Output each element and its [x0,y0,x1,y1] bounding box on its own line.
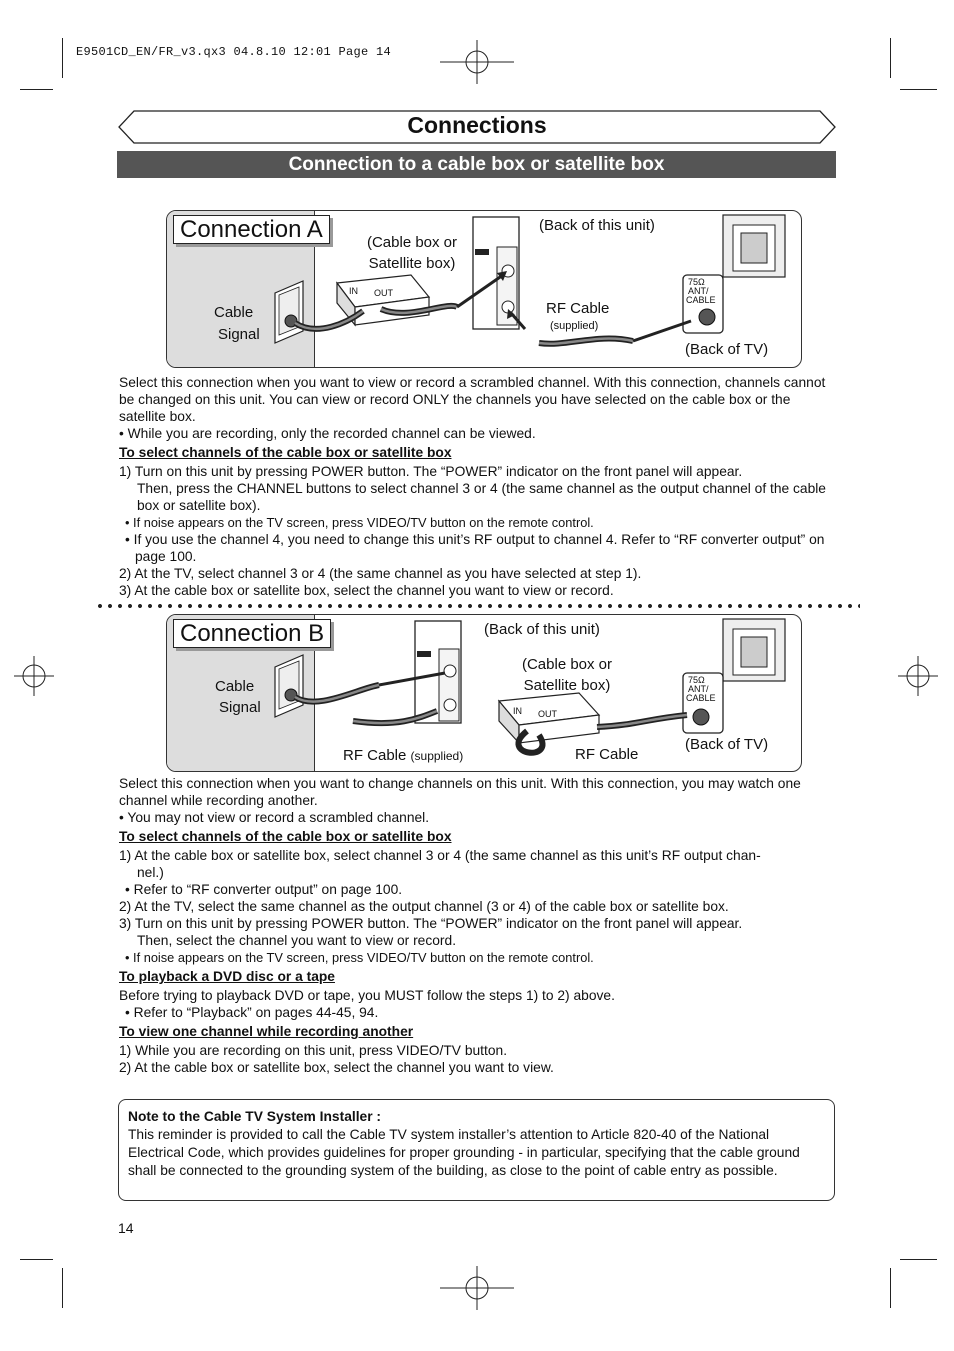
registration-mark-left [14,656,54,696]
registration-mark-right [898,656,938,696]
crop-mark [62,1268,63,1308]
crop-mark [20,1259,53,1260]
ant-label: ANT/ [688,286,709,296]
step: 1) Turn on this unit by pressing POWER button. The “POWER” indicator on the front panel will appear. [119,464,743,479]
bullet: • You may not view or record a scrambled channel. [119,810,430,825]
signal-label: Signal [218,326,260,343]
subheading: To select channels of the cable box or satellite box [119,829,452,844]
connection-a-label: Connection A [173,215,330,244]
rf-cable-label: RF Cable [546,300,610,317]
rf-cable-supplied-label [343,746,463,766]
step: 2) At the TV, select channel 3 or 4 (the same channel as you have selected at step 1). [119,566,642,581]
bullet: • If you use the channel 4, you need to change this unit’s RF output to channel 4. Refer to “RF converter output” on page 100. [125,532,825,564]
crop-mark [890,38,891,78]
bullet: • If noise appears on the TV screen, press VIDEO/TV button on the remote control. [125,950,594,965]
subheading: To select channels of the cable box or satellite box [119,445,452,460]
signal-label: Signal [219,699,261,716]
cable-box-label-2: Satellite box) [523,677,611,694]
subheading: To view one channel while recording another [119,1024,414,1039]
cable-box-label: (Cable box or [366,234,458,251]
in-label: IN [349,286,358,296]
paragraph: Before trying to playback DVD or tape, you MUST follow the steps 1) to 2) above. [119,988,615,1003]
step-continued: Then, press the CHANNEL buttons to select channel 3 or 4 (the same channel as the output channel of the cable box or satellite box). [137,481,826,513]
connection-a-diagram [166,210,802,368]
ant-label: ANT/ [688,684,709,694]
paragraph: Select this connection when you want to view or record a scrambled channel. With this connection, channels cannot be changed on this unit. You can view or record ONLY the channels you have selected on the cable box or the satellite box. [119,375,826,424]
bullet: • Refer to “Playback” on pages 44-45, 94. [125,1005,379,1020]
paragraph: Select this connection when you want to change channels on this unit. With this connection, you may watch one channel while recording another. [119,776,801,808]
step: 2) At the TV, select the same channel as the output channel (3 or 4) of the cable box or satellite box. [119,899,729,914]
crop-mark [900,1259,937,1260]
cable-box-label: (Cable box or [521,656,613,673]
step: 1) While you are recording on this unit, press VIDEO/TV button. [119,1043,508,1058]
supplied-label: (supplied) [550,320,599,332]
bullet: • While you are recording, only the recorded channel can be viewed. [119,426,536,441]
section-subtitle: Connection to a cable box or satellite box [117,151,836,178]
print-slug: E9501CD_EN/FR_v3.qx3 04.8.10 12:01 Page 14 [76,45,392,59]
connection-b-label: Connection B [173,619,331,648]
ant-ohm-label: 75Ω [688,277,705,287]
connection-b-diagram [166,614,802,772]
page-title: Connections [407,112,547,138]
step: 3) At the cable box or satellite box, select the channel you want to view or record. [119,583,614,598]
section-banner [118,110,836,144]
crop-mark [890,1268,891,1308]
ant-cable-label: CABLE [686,295,716,305]
out-label: OUT [538,709,557,719]
back-unit-label: (Back of this unit) [484,621,600,638]
back-unit-label: (Back of this unit) [539,217,655,234]
step-continued: nel.) [137,865,164,880]
rf-cable-text: RF Cable [343,747,407,764]
supplied-text: (supplied) [410,749,464,763]
step: 2) At the cable box or satellite box, select the channel you want to view. [119,1060,554,1075]
crop-mark [20,89,53,90]
cable-box-label-2: Satellite box) [368,255,456,272]
registration-mark-bottom [440,1266,514,1310]
out-label: OUT [374,288,393,298]
rf-cable-label: RF Cable [575,746,639,763]
bullet: • Refer to “RF converter output” on page 100. [125,882,403,897]
dotted-divider [95,603,860,609]
crop-mark [62,38,63,78]
crop-mark [900,89,937,90]
installer-note [118,1099,835,1201]
ant-ohm-label: 75Ω [688,675,705,685]
step-continued: Then, select the channel you want to view or record. [137,933,457,948]
registration-mark-top [440,40,514,84]
back-tv-label: (Back of TV) [685,736,769,753]
cable-label: Cable [215,678,255,695]
note-body: This reminder is provided to call the Cable TV system installer’s attention to Article 820-40 of the National Electrical Code, which provides guidelines for proper grounding - in particular, specifying that the cable ground shall be connected to the grounding system of the building, as close to the point of cable entry as possible. [128,1127,800,1178]
ant-cable-label: CABLE [686,693,716,703]
in-label: IN [513,706,522,716]
step: 3) Turn on this unit by pressing POWER button. The “POWER” indicator on the front panel will appear. [119,916,743,931]
back-tv-label: (Back of TV) [685,341,769,358]
note-title: Note to the Cable TV System Installer : [128,1109,381,1124]
bullet: • If noise appears on the TV screen, press VIDEO/TV button on the remote control. [125,515,594,530]
page-number: 14 [118,1220,134,1236]
step: 1) At the cable box or satellite box, select channel 3 or 4 (the same channel as this unit’s RF output chan- [119,848,761,863]
connection-a-text [119,374,839,599]
cable-label: Cable [214,304,254,321]
subheading: To playback a DVD disc or a tape [119,969,335,984]
connection-b-text [119,775,839,1076]
